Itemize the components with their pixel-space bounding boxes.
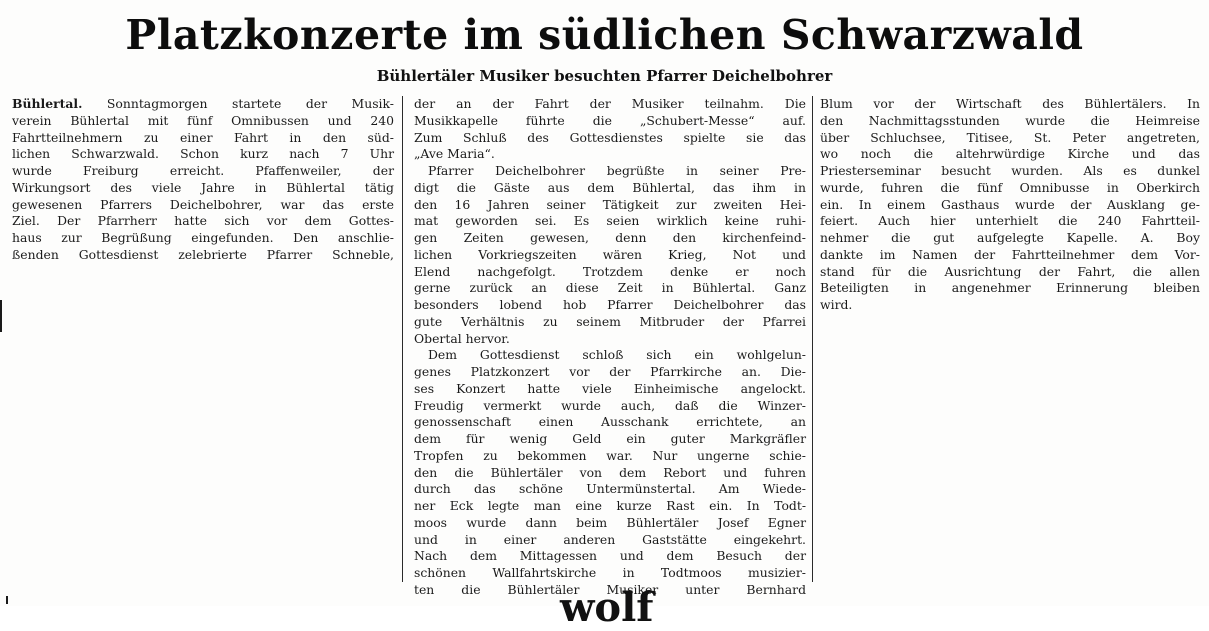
article-line	[12, 96, 394, 113]
article-line: Pfarrer Deichelbohrer begrüßte in seiner Pre-	[428, 163, 806, 178]
article-line: ein. In einem Gasthaus wurde der Ausklang ge-	[820, 196, 1200, 212]
article-line: lichen Schwarzwald. Schon kurz nach 7 Uhr	[12, 146, 394, 162]
article-line: über Schluchsee, Titisee, St. Peter angetreten,	[820, 129, 1200, 145]
article-line: Dem Gottesdienst schloß sich ein wohlgelun-	[428, 347, 806, 363]
article-line: Nach dem Mittagessen und dem Besuch der	[414, 548, 806, 564]
article-line: wo noch die altehrwürdige Kirche und das	[820, 146, 1200, 162]
article-line: Freudig vermerkt wurde auch, daß die Winzer-	[414, 397, 806, 413]
dateline: Bühlertal.	[12, 96, 83, 111]
article-line: verein Bühlertal mit fünf Omnibussen und 240	[12, 112, 394, 128]
article-line: lichen Vorkriegszeiten wären Krieg, Not und	[414, 246, 806, 262]
article-line: der an der Fahrt der Musiker teilnahm. Die	[414, 96, 806, 111]
article-line: Fahrtteilnehmern zu einer Fahrt in den süd-	[12, 129, 394, 145]
article-line: feiert. Auch hier unterhielt die 240 Fahrtteil-	[820, 213, 1200, 229]
scan-edge-mark	[0, 300, 2, 332]
article-line: mat geworden sei. Es seien wirklich keine ruhi-	[414, 213, 806, 229]
article-line: Tropfen zu bekommen war. Nur ungerne schie-	[414, 447, 806, 463]
article-line: Wirkungsort des viele Jahre in Bühlertal tätig	[12, 179, 394, 195]
column-divider	[402, 96, 403, 582]
article-line: genes Platzkonzert vor der Pfarrkirche an. Die-	[414, 364, 806, 379]
article-line: den die Bühlertäler von dem Rebort und fuhren	[414, 464, 806, 480]
article-line: gen Zeiten gewesen, denn den kirchenfeind-	[414, 230, 806, 245]
article-line: ses Konzert hatte viele Einheimische angelockt.	[414, 380, 806, 396]
scan-edge-mark	[6, 596, 8, 604]
article-line: ßenden Gottesdienst zelebrierte Pfarrer Schneble,	[12, 246, 394, 262]
article-line: nehmer die gut aufgelegte Kapelle. A. Boy	[820, 230, 1200, 245]
article-line: stand für die Ausrichtung der Fahrt, die allen	[820, 263, 1200, 279]
article-line: dem für wenig Geld ein guter Markgräfler	[414, 431, 806, 446]
article-line: wird.	[820, 297, 853, 312]
article-line: Beteiligten in angenehmer Erinnerung bleiben	[820, 280, 1200, 296]
article-line: dankte im Namen der Fahrtteilnehmer dem Vor-	[820, 246, 1200, 262]
cut-off-next-headline: wolf	[560, 584, 654, 631]
article-line: Ziel. Der Pfarrherr hatte sich vor dem Gottes-	[12, 213, 394, 229]
article-headline: Platzkonzerte im südlichen Schwarzwald	[125, 11, 1084, 59]
article-line: gerne zurück an diese Zeit in Bühlertal. Ganz	[414, 280, 806, 296]
article-line: genossenschaft einen Ausschank errichtete, an	[414, 414, 806, 430]
article-line: wurde Freiburg erreicht. Pfaffenweiler, der	[12, 163, 394, 178]
article-column-2	[414, 96, 806, 599]
article-line: Blum vor der Wirtschaft des Bühlertälers. In	[820, 96, 1200, 111]
line-rest: Sonntagmorgen startete der Musik-	[82, 96, 394, 111]
article-line: moos wurde dann beim Bühlertäler Josef Egner	[414, 514, 806, 530]
article-line: Obertal hervor.	[414, 330, 510, 346]
article-line: Priesterseminar besucht wurden. Als es dunkel	[820, 163, 1200, 178]
article-line: „Ave Maria“.	[414, 146, 495, 162]
article-line: besonders lobend hob Pfarrer Deichelbohrer das	[414, 297, 806, 312]
article-line: gewesenen Pfarrers Deichelbohrer, war das erste	[12, 196, 394, 212]
column-divider	[812, 96, 813, 582]
article-line: den Nachmittagsstunden wurde die Heimreise	[820, 112, 1200, 128]
article-line: wurde, fuhren die fünf Omnibusse in Oberkirch	[820, 179, 1200, 195]
article-line: und in einer anderen Gaststätte eingekehrt.	[414, 531, 806, 547]
article-line: durch das schöne Untermünstertal. Am Wiede-	[414, 481, 806, 497]
article-line: digt die Gäste aus dem Bühlertal, das ihm in	[414, 179, 806, 195]
article-line: ner Eck legte man eine kurze Rast ein. In Todt-	[414, 498, 806, 513]
article-subheadline: Bühlertäler Musiker besuchten Pfarrer Deichelbohrer	[376, 67, 833, 85]
article-line: haus zur Begrüßung eingefunden. Den anschlie-	[12, 230, 394, 245]
article-column-3	[820, 96, 1200, 314]
article-line: Elend nachgefolgt. Trotzdem denke er noch	[414, 263, 806, 279]
article-line: ten die Bühlertäler Musiker unter Bernhard	[414, 581, 806, 597]
article-line: gute Verhältnis zu seinem Mitbruder der Pfarrei	[414, 313, 806, 329]
article-column-1	[12, 96, 394, 264]
article-line: Zum Schluß des Gottesdienstes spielte sie das	[414, 129, 806, 145]
article-line: Musikkapelle führte die „Schubert-Messe“ auf.	[414, 112, 806, 128]
article-line: den 16 Jahren seiner Tätigkeit zur zweiten Hei-	[414, 196, 806, 212]
article-line: schönen Wallfahrtskirche in Todtmoos musizier-	[414, 565, 806, 580]
